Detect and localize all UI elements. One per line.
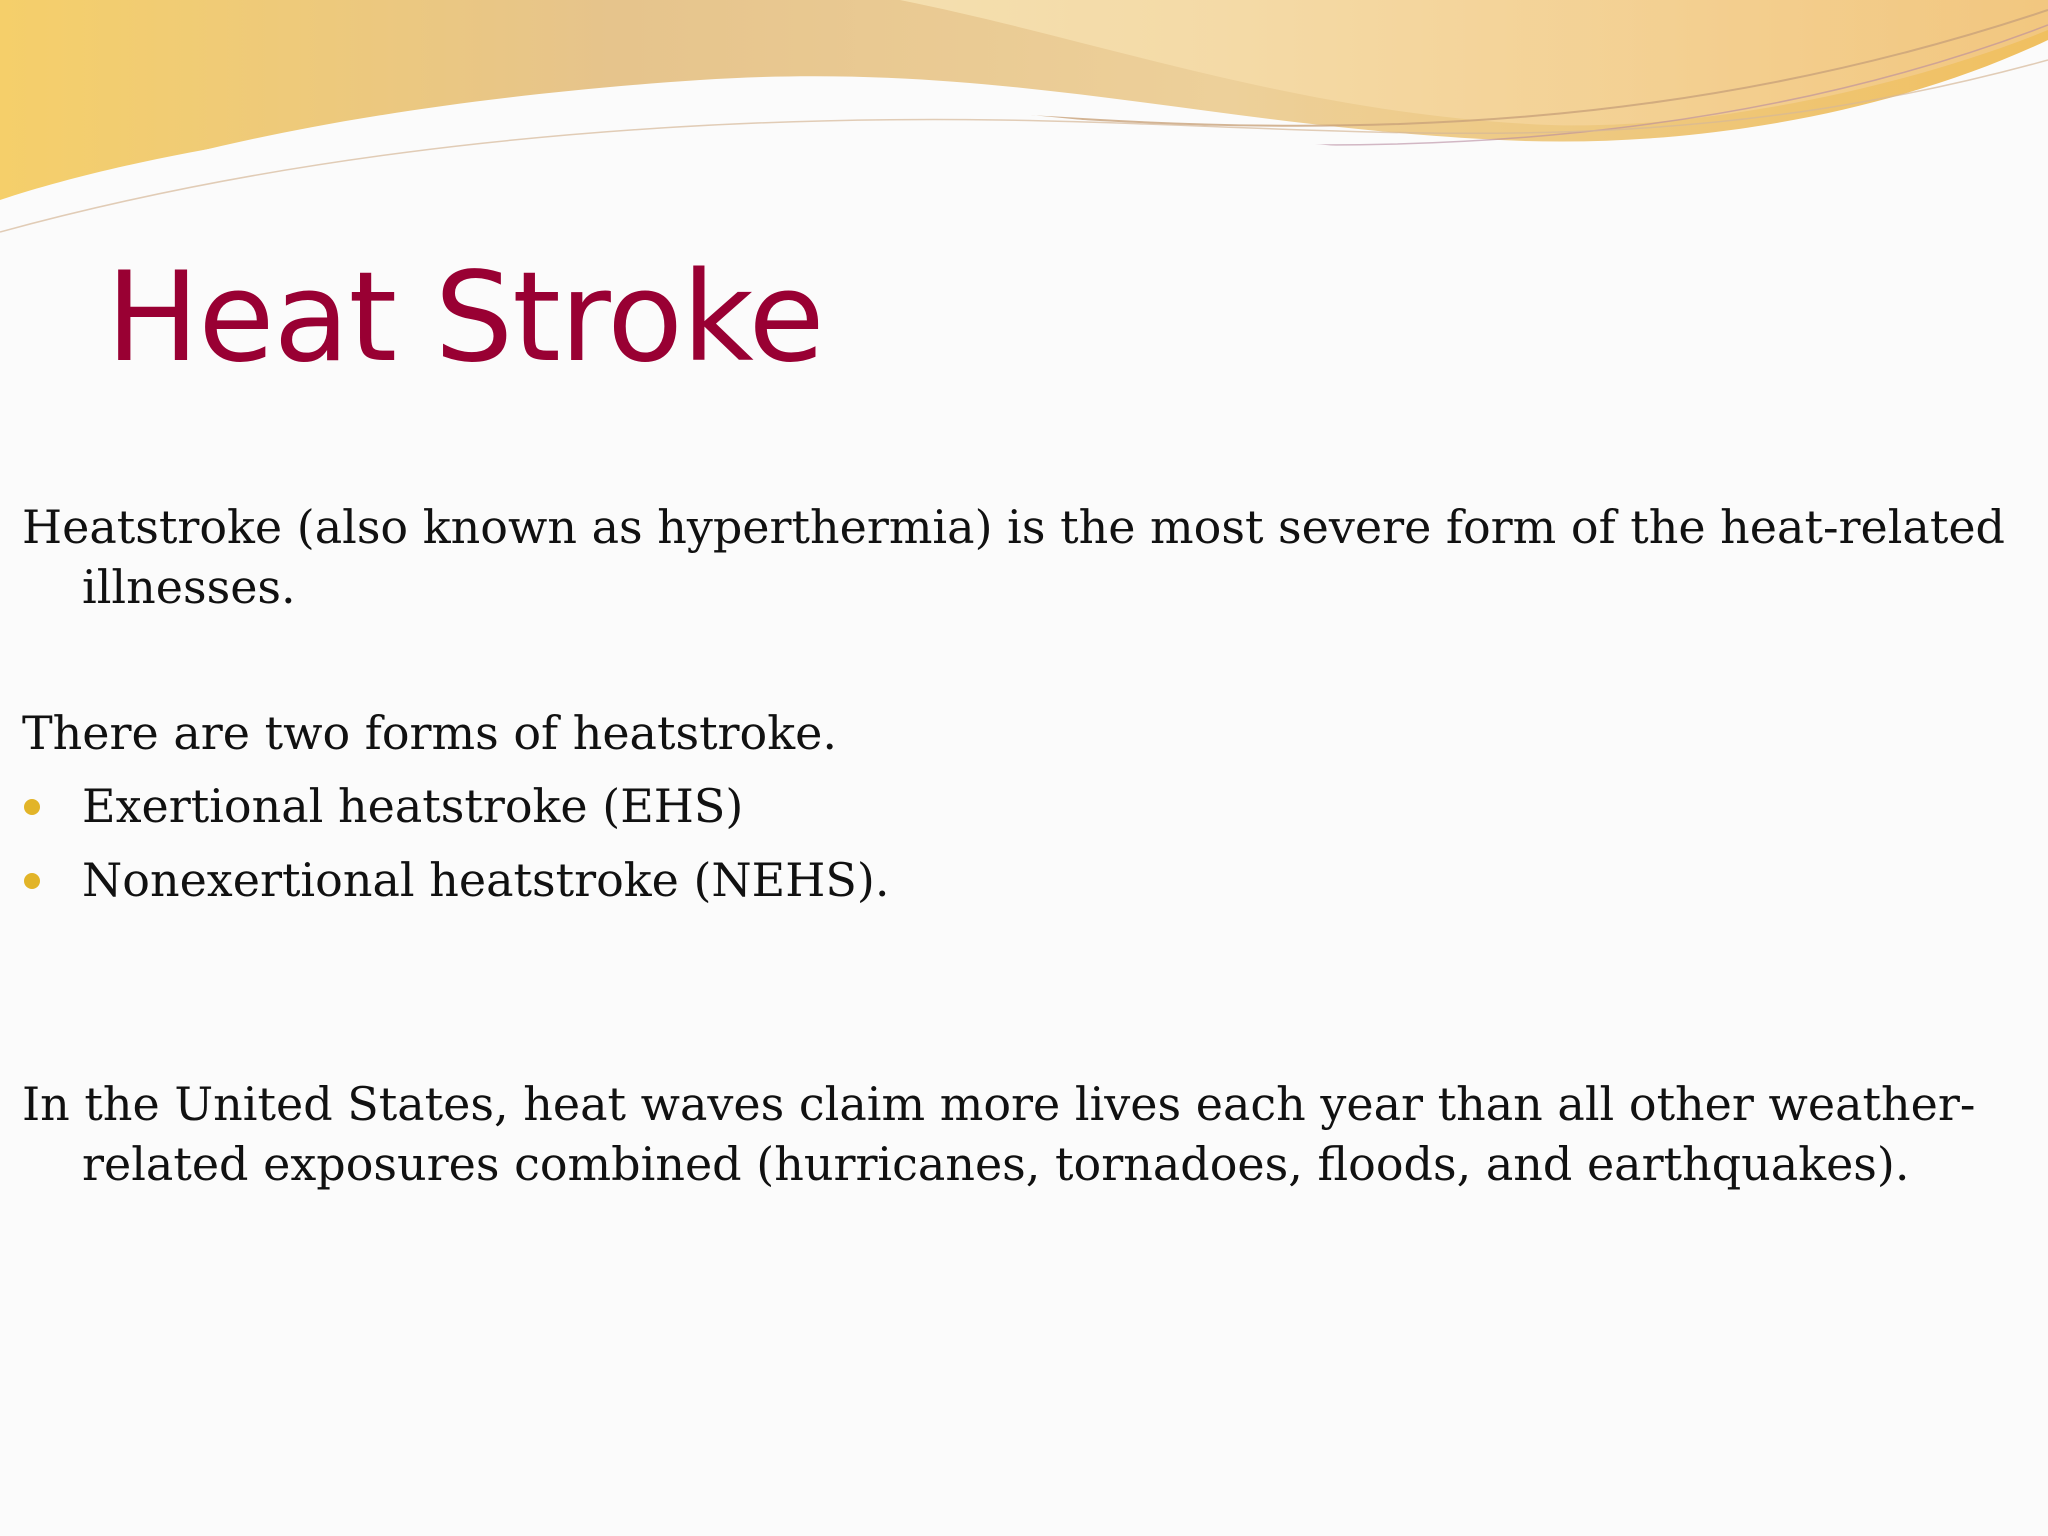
- decorative-wave-banner: [0, 0, 2048, 240]
- slide-title: Heat Stroke: [106, 246, 824, 390]
- list-item-label: Nonexertional heatstroke (NEHS).: [82, 853, 890, 907]
- paragraph-two-forms: There are two forms of heatstroke.: [22, 706, 837, 760]
- heatstroke-forms-list: [22, 776, 889, 924]
- bullet-dot-icon: [24, 873, 40, 889]
- list-item: [22, 776, 889, 850]
- paragraph-united-states-statistic: In the United States, heat waves claim more lives each year than all other weather-related exposures combined (hurricanes, tornadoes, floods, and earthquakes).: [22, 1077, 1976, 1191]
- list-item: [22, 850, 889, 924]
- bullet-dot-icon: [24, 799, 40, 815]
- list-item-label: Exertional heatstroke (EHS): [82, 779, 744, 833]
- paragraph-heatstroke-definition: Heatstroke (also known as hyperthermia) is the most severe form of the heat-related illnesses.: [22, 500, 2005, 614]
